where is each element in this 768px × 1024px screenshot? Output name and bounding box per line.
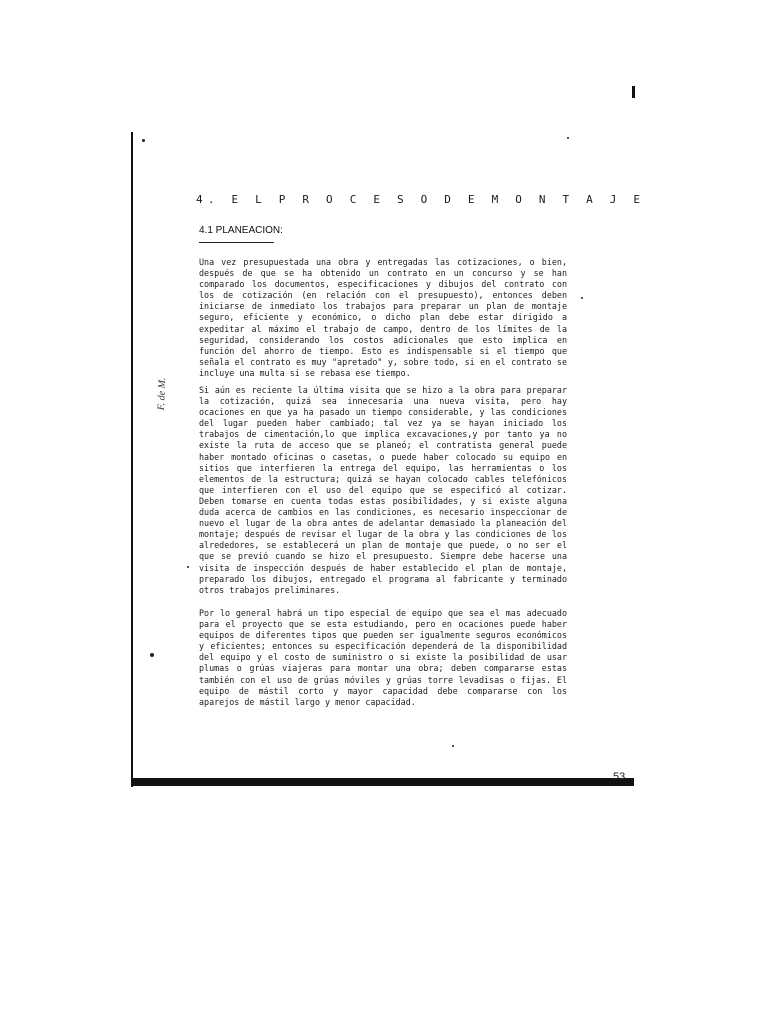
scan-speck: [581, 297, 583, 299]
page-title: 4. E L P R O C E S O D E M O N T A J E: [196, 193, 646, 206]
scan-bottom-border: [131, 778, 634, 786]
paragraph-2: Si aún es reciente la última visita que se hizo a la obra para preparar la cotización, quizá sea innecesaria una nueva visita, pero hay ocaciones en que ya ha pasado un tiempo considerable, y las condiciones del lugar pueden haber cambiado; tal vez ya se hayan iniciado los trabajos de cimentación,lo que implica excavaciones,y por tanto ya no existe la ruta de acceso que se planeó; el contratista general puede haber montado oficinas o casetas, o puede haber colocado su equipo en sitios que interfieren la entrega del equipo, las herramientas o los elementos de la estructura; quizá se hayan colocado cables telefónicos que interfieren con el uso del equipo que se especificó al cotizar. Deben tomarse en cuenta todas estas posibilidades, y si existe alguna duda acerca de cambios en las condiciones, es necesario inspeccionar de nuevo el lugar de la obra antes de adelantar demasiado la planeación del montaje; después de revisar el lugar de la obra y las condiciones de los alrededores, se establecerá un plan de montaje que puede, o no ser el que se previó cuando se hizo el presupuesto. Siempre debe hacerse una visita de inspección después de haber establecido el plan de montaje, preparado los dibujos, entregado el programa al fabricante y terminado otros trabajos preliminares.: [199, 385, 567, 595]
scan-speck: [567, 137, 569, 139]
scan-speck: [150, 653, 154, 657]
scan-speck: [187, 566, 189, 568]
scan-speck: [142, 139, 145, 142]
paragraph-1: Una vez presupuestada una obra y entregadas las cotizaciones, o bien, después de que se ha obtenido un contrato en un concurso y se han comparado los documentos, especificaciones y dibujos del contrato con los de cotización (en relación con el presupuesto), entonces deben iniciarse de inmediato los trabajos para preparar un plan de montaje seguro, eficiente y económico, o dicho plan debe estar dirigido a expeditar al máximo el trabajo de campo, dentro de los límites de la seguridad, considerando los costos adicionales que esto implica en función del ahorro de tiempo. Esto es indispensable si el tiempo que señala el contrato es muy "apretado" y, sobre todo, si en el contrato se incluye una multa si se rebasa ese tiempo.: [199, 257, 567, 378]
scan-left-border: [131, 132, 133, 787]
paragraph-3: Por lo general habrá un tipo especial de equipo que sea el mas adecuado para el proyecto que se esta estudiando, pero en ocaciones puede haber equipos de diferentes tipos que pueden ser igualmente seguros económicos y eficientes; entonces su especificación dependerá de la disponibilidad del equipo y el costo de suministro o si existe la posibilidad de usar plumas o grúas viajeras para montar una obra; deben compararse estas también con el uso de grúas móviles y grúas torre levadisas o fijas. El equipo de mástil corto y mayor capacidad debe compararse con los aparejos de mástil largo y menor capacidad.: [199, 608, 567, 707]
section-heading: 4.1 PLANEACION:: [199, 225, 283, 236]
page-number: 53: [613, 771, 626, 783]
section-heading-underline: [199, 242, 274, 243]
handwritten-margin-note: F. de M.: [156, 377, 169, 411]
scan-edge-mark: [632, 86, 635, 98]
scan-speck: [452, 745, 454, 747]
